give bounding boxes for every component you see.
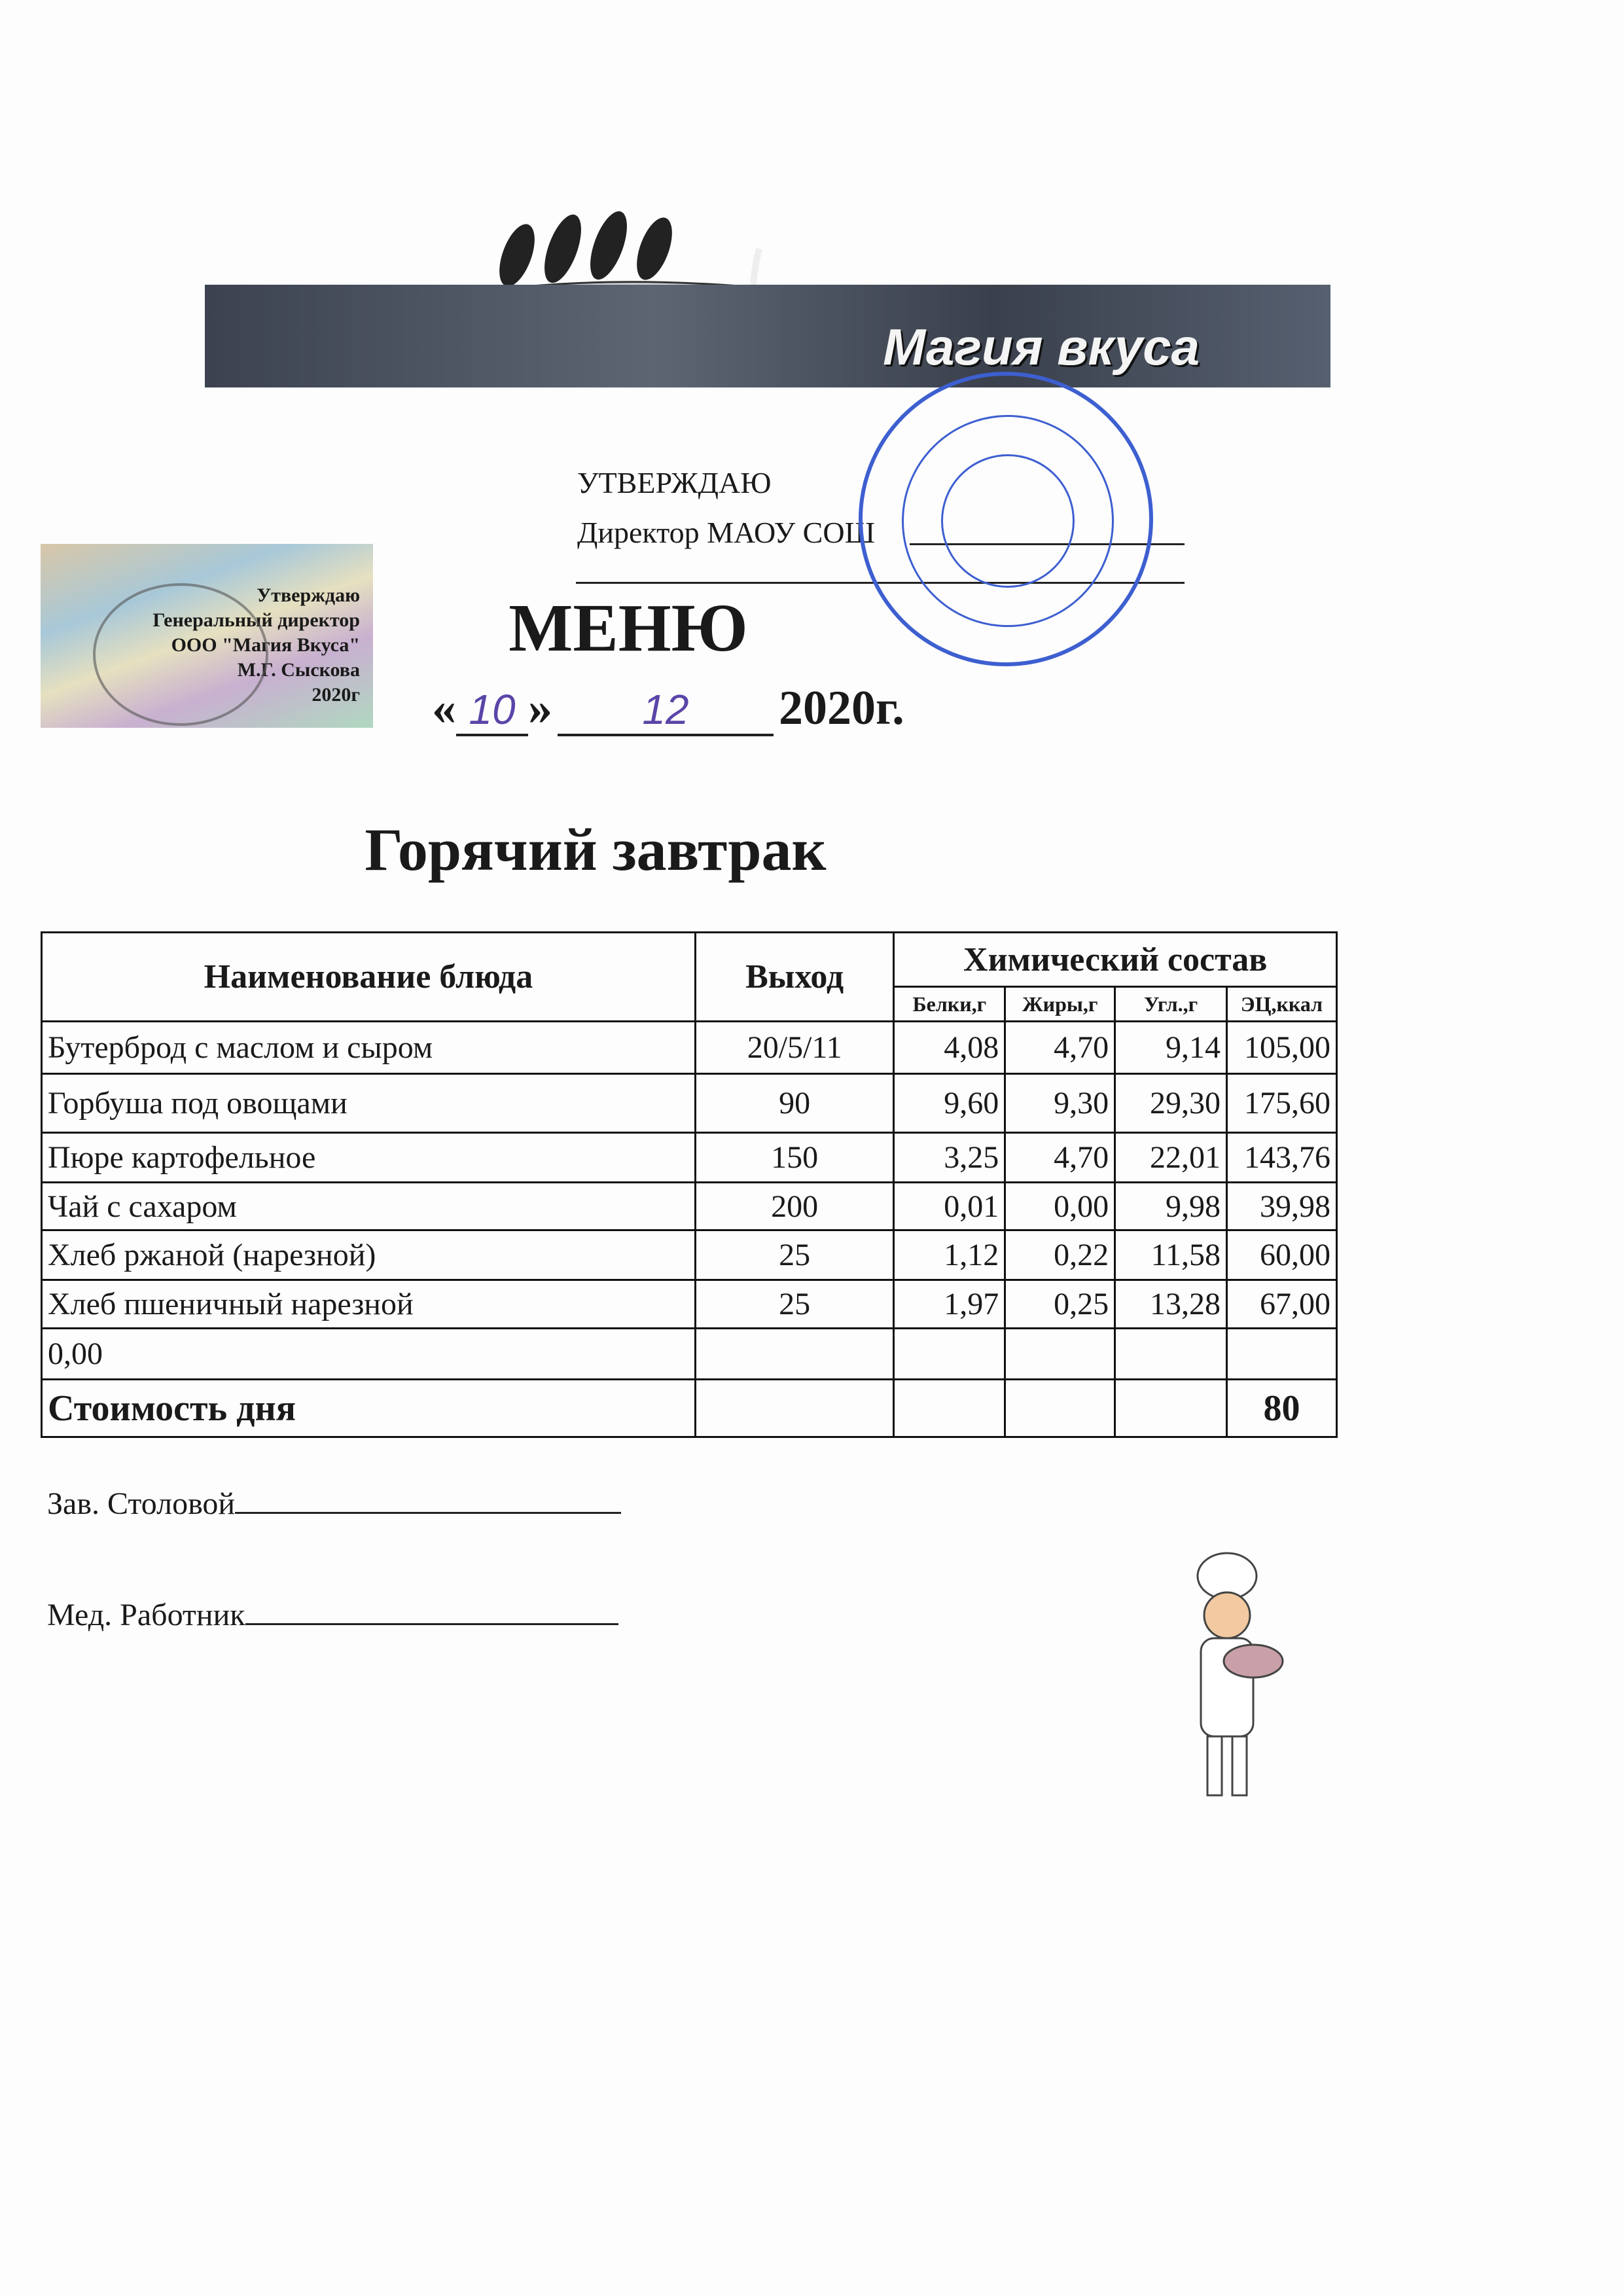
stamp-line: Утверждаю: [257, 584, 360, 606]
stamp-line: Генеральный директор: [152, 609, 360, 631]
carbs: 22,01: [1115, 1133, 1227, 1183]
quote-close: »: [528, 681, 552, 735]
energy: 67,00: [1227, 1280, 1337, 1329]
dish-output: 200: [695, 1183, 894, 1230]
energy: 39,98: [1227, 1183, 1337, 1230]
brand-name: Магия вкуса: [883, 318, 1200, 376]
stamp-line: ООО "Магия Вкуса": [171, 634, 360, 656]
energy: 143,76: [1227, 1133, 1337, 1183]
chef-illustration: [1155, 1550, 1286, 1812]
fats: 4,70: [1005, 1022, 1115, 1074]
proteins: 1,12: [894, 1230, 1005, 1280]
table-row: [42, 1280, 1337, 1329]
fats: 0,25: [1005, 1280, 1115, 1329]
table-row: [42, 1230, 1337, 1280]
dish-name: Хлеб ржаной (нарезной): [42, 1230, 696, 1280]
energy: 105,00: [1227, 1022, 1337, 1074]
table-row: [42, 1022, 1337, 1074]
carbs: 11,58: [1115, 1230, 1227, 1280]
total-label: Стоимость дня: [42, 1380, 696, 1437]
date-day: 10: [456, 685, 528, 736]
meal-title: Горячий завтрак: [365, 816, 827, 883]
table-row: [42, 1329, 1337, 1380]
carbs: 29,30: [1115, 1074, 1227, 1133]
energy: 60,00: [1227, 1230, 1337, 1280]
medic-signature: [47, 1597, 618, 1633]
dish-output: 20/5/11: [695, 1022, 894, 1074]
energy: [1227, 1329, 1337, 1380]
dish-output: 90: [695, 1074, 894, 1133]
dish-output: 150: [695, 1133, 894, 1183]
seal-center-ring: [941, 454, 1075, 588]
header-proteins: Белки,г: [894, 987, 1005, 1022]
date-month: 12: [558, 685, 774, 736]
dish-output: 25: [695, 1230, 894, 1280]
header-dish-name: Наименование блюда: [42, 933, 696, 1022]
dish-output: 25: [695, 1280, 894, 1329]
fats: 0,22: [1005, 1230, 1115, 1280]
dish-output: [695, 1329, 894, 1380]
header-fats: Жиры,г: [1005, 987, 1115, 1022]
approval-heading: УТВЕРЖДАЮ: [577, 466, 772, 499]
fats: 9,30: [1005, 1074, 1115, 1133]
date-year: 2020г.: [779, 681, 904, 735]
fats: 4,70: [1005, 1133, 1115, 1183]
menu-date: [432, 681, 904, 736]
header-energy: ЭЦ,ккал: [1227, 987, 1337, 1022]
proteins: 4,08: [894, 1022, 1005, 1074]
header-output: Выход: [695, 933, 894, 1022]
quote-open: «: [432, 681, 456, 735]
proteins: [894, 1329, 1005, 1380]
approval-block: [577, 458, 875, 558]
page-title: МЕНЮ: [508, 590, 748, 666]
proteins: 3,25: [894, 1133, 1005, 1183]
dish-name: Бутерброд с маслом и сыром: [42, 1022, 696, 1074]
carbs: 9,98: [1115, 1183, 1227, 1230]
proteins: 0,01: [894, 1183, 1005, 1230]
logo-banner: [205, 285, 1330, 387]
proteins: 1,97: [894, 1280, 1005, 1329]
table-row: [42, 1074, 1337, 1133]
table-row: [42, 1133, 1337, 1183]
signature-line: [235, 1512, 621, 1514]
signature-line: [245, 1623, 618, 1625]
dish-name: Пюре картофельное: [42, 1133, 696, 1183]
proteins: 9,60: [894, 1074, 1005, 1133]
dish-name: Хлеб пшеничный нарезной: [42, 1280, 696, 1329]
carbs: 9,14: [1115, 1022, 1227, 1074]
dish-name: Горбуша под овощами: [42, 1074, 696, 1133]
medic-label: Мед. Работник: [47, 1598, 245, 1632]
dish-name: 0,00: [42, 1329, 696, 1380]
total-value: 80: [1227, 1380, 1337, 1437]
approval-position: Директор МАОУ СОШ: [577, 516, 875, 549]
fats: 0,00: [1005, 1183, 1115, 1230]
carbs: [1115, 1329, 1227, 1380]
header-chemical: Химический состав: [894, 933, 1337, 987]
canteen-head-label: Зав. Столовой: [47, 1486, 236, 1521]
header-carbs: Угл.,г: [1115, 987, 1227, 1022]
energy: 175,60: [1227, 1074, 1337, 1133]
dish-name: Чай с сахаром: [42, 1183, 696, 1230]
canteen-head-signature: [47, 1486, 621, 1522]
fats: [1005, 1329, 1115, 1380]
carbs: 13,28: [1115, 1280, 1227, 1329]
stamp-line: М.Г. Сыскова: [237, 659, 360, 681]
table-row: [42, 1183, 1337, 1230]
stamp-line: 2020г: [312, 684, 360, 706]
menu-table: [41, 931, 1338, 1438]
